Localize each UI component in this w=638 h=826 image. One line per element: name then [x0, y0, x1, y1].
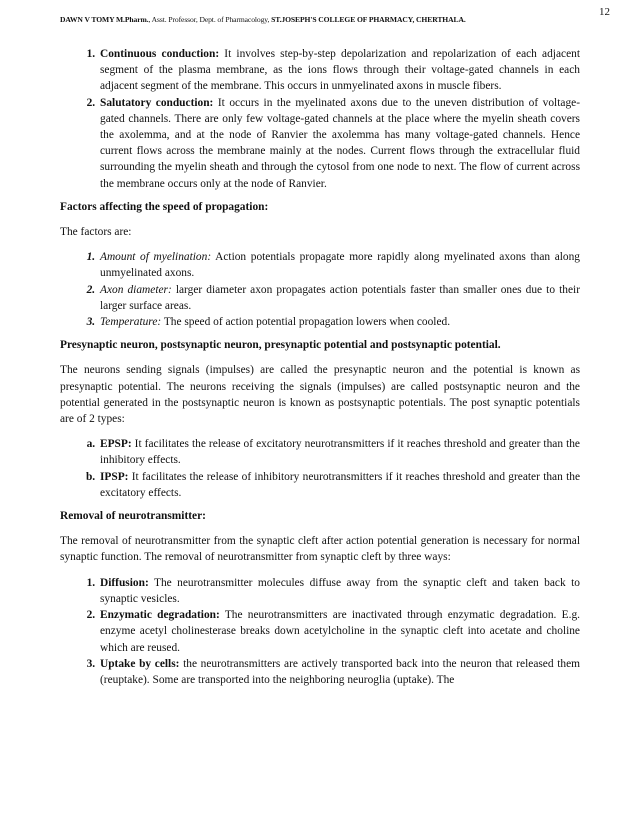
header-college: ST.JOSEPH'S COLLEGE OF PHARMACY, CHERTHALA.: [271, 15, 466, 24]
list-item: [98, 282, 580, 314]
list-item-text: It occurs in the myelinated axons due to the uneven distribution of voltage-gated channels. There are only few voltage-gated channels at the place where the myelin sheath covers the axolemma, and at the node of Ranvier the axolemma has many voltage-gated channels. Hence current flows across the membrane mainly at the nodes. Current flows through the extracellular fluid surrounding the myelin sheath and through the cytosol from one node to next. The flow of current across the membrane occurs only at the node of Ranvier.: [100, 96, 580, 190]
synaptic-paragraph: The neurons sending signals (impulses) are called the presynaptic neuron and the potential is known as presynaptic potential. The neurons receiving the signals (impulses) are called postsynaptic neuron and the potential generated in the postsynaptic neuron is known as postsynaptic potentials. The post synaptic potentials are of 2 types:: [60, 364, 580, 426]
page-number: 12: [599, 6, 610, 18]
list-item-term: Axon diameter:: [100, 283, 172, 296]
list-item-text: larger diameter axon propagates action potentials faster than smaller ones due to their larger surface areas.: [100, 283, 580, 312]
removal-paragraph: The removal of neurotransmitter from the synaptic cleft after action potential generation is necessary for normal synaptic function. The removal of neurotransmitter from synaptic cleft by three ways:: [60, 535, 580, 564]
factors-list: [60, 249, 580, 330]
list-item: [98, 656, 580, 688]
factors-intro: The factors are:: [60, 226, 132, 239]
list-item-term: Salutatory conduction:: [100, 96, 214, 109]
list-item-term: EPSP:: [100, 438, 132, 451]
list-item-term: IPSP:: [100, 470, 129, 483]
list-item: [98, 95, 580, 192]
list-item: [98, 314, 580, 330]
synaptic-list: [60, 436, 580, 501]
section-heading-factors: Factors affecting the speed of propagation:: [60, 200, 269, 213]
list-item-text: The neurotransmitter molecules diffuse away from the synaptic cleft and taken back to synaptic vesicles.: [100, 576, 580, 605]
list-item-text: It facilitates the release of excitatory neurotransmitters if it reaches threshold and greater than the inhibitory effects.: [100, 438, 580, 467]
list-item: [98, 469, 580, 501]
list-item-term: Amount of myelination:: [100, 251, 212, 264]
list-item-text: It involves step-by-step depolarization and repolarization of each adjacent segment of the plasma membrane, as the ions flows through their voltage-gated channels in each adjacent segment of the membrane. This occurs in unmyelinated axons in muscle fibers.: [100, 48, 580, 93]
list-item-term: Continuous conduction:: [100, 48, 220, 60]
list-item-term: Temperature:: [100, 316, 162, 329]
document-body: [60, 46, 580, 695]
section-heading-removal: Removal of neurotransmitter:: [60, 510, 206, 523]
list-item-text: the neurotransmitters are actively transported back into the neuron that released them (reuptake). Some are transported into the neighboring neuroglia (uptake). The: [100, 657, 580, 686]
page-header: [60, 15, 605, 24]
list-item: [98, 46, 580, 95]
list-item-term: Diffusion:: [100, 576, 149, 589]
list-item: [98, 436, 580, 468]
list-item-term: Uptake by cells:: [100, 657, 180, 670]
list-item-text: Action potentials propagate more rapidly along myelinated axons than along unmyelinated axons.: [100, 251, 581, 280]
removal-list: [60, 575, 580, 688]
section-heading-synaptic: Presynaptic neuron, postsynaptic neuron, presynaptic potential and postsynaptic potential.: [60, 339, 501, 352]
header-author: DAWN V TOMY M.Pharm.: [60, 15, 149, 24]
list-item: [98, 249, 580, 281]
header-role: , Asst. Professor, Dept. of Pharmacology,: [148, 15, 272, 24]
list-item-text: It facilitates the release of inhibitory neurotransmitters if it reaches threshold and greater than the excitatory effects.: [100, 470, 580, 499]
list-item-text: The speed of action potential propagation lowers when cooled.: [161, 316, 451, 329]
list-item-text: The neurotransmitters are inactivated through enzymatic degradation. E.g. enzyme acetyl cholinesterase breaks down acetylcholine in the synaptic cleft into acetate and choline which are reused.: [100, 609, 580, 654]
list-item: [98, 607, 580, 656]
list-item: [98, 575, 580, 607]
list-item-term: Enzymatic degradation:: [100, 609, 220, 622]
conduction-list: [60, 46, 580, 192]
